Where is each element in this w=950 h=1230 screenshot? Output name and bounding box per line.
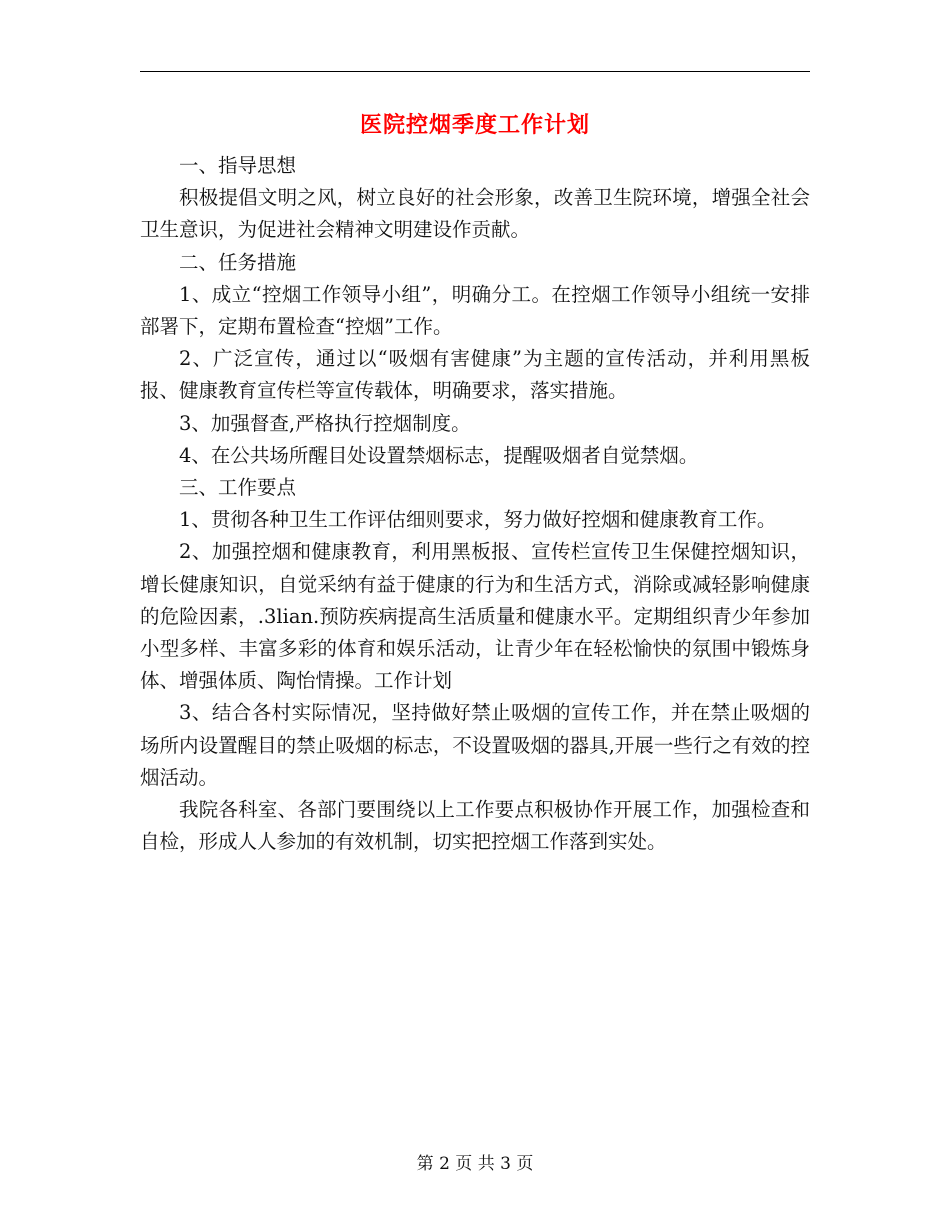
paragraph: 1、贯彻各种卫生工作评估细则要求，努力做好控烟和健康教育工作。 xyxy=(179,508,777,532)
paragraph: 1、成立“控烟工作领导小组”，明确分工。在控烟工作领导小组统一安排部署下，定期布置检查“控烟”工作。 xyxy=(140,282,810,339)
page-number: 第 2 页 共 3 页 xyxy=(416,1154,534,1174)
paragraph: 2、广泛宣传，通过以“吸烟有害健康”为主题的宣传活动，并利用黑板报、健康教育宣传栏等宣传载体，明确要求，落实措施。 xyxy=(140,347,810,403)
paragraph: 积极提倡文明之风，树立良好的社会形象，改善卫生院环境，增强全社会卫生意识，为促进社会精神文明建设作贡献。 xyxy=(140,186,810,242)
document-body xyxy=(140,150,810,858)
section-heading-guiding-idea: 一、指导思想 xyxy=(179,154,297,177)
paragraph: 3、加强督查,严格执行控烟制度。 xyxy=(179,411,471,435)
document-title: 医院控烟季度工作计划 xyxy=(359,112,590,138)
paragraph: 4、在公共场所醒目处设置禁烟标志，提醒吸烟者自觉禁烟。 xyxy=(179,443,699,467)
paragraph: 3、结合各村实际情况，坚持做好禁止吸烟的宣传工作，并在禁止吸烟的场所内设置醒目的禁止吸烟的标志，不设置吸烟的器具,开展一些行之有效的控烟活动。 xyxy=(140,701,810,789)
paragraph: 2、加强控烟和健康教育，利用黑板报、宣传栏宣传卫生保健控烟知识，增长健康知识，自觉采纳有益于健康的行为和生活方式，消除或减轻影响健康的危险因素，.3lian.预防疾病提高生活质量和健康水平。定期组织青少年参加小型多样、丰富多彩的体育和娱乐活动，让青少年在轻松愉快的氛围中锻炼身体、增强体质、陶怡情操。工作计划 xyxy=(140,540,810,693)
header-rule xyxy=(140,71,810,72)
section-heading-key-points: 三、工作要点 xyxy=(179,476,297,500)
section-heading-measures: 二、任务措施 xyxy=(179,250,297,274)
paragraph: 我院各科室、各部门要围绕以上工作要点积极协作开展工作，加强检查和自检，形成人人参加的有效机制，切实把控烟工作落到实处。 xyxy=(140,798,810,854)
